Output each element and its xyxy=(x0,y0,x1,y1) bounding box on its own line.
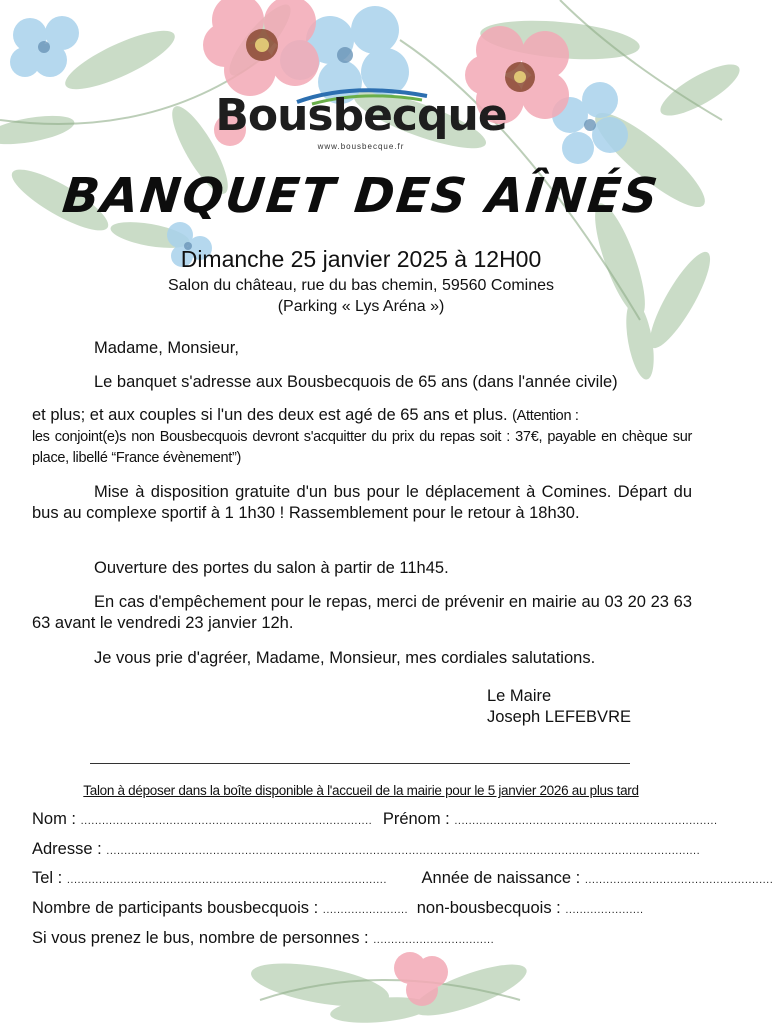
bus-label: Si vous prenez le bus, nombre de personnes : xyxy=(32,929,369,947)
paragraph-doors: Ouverture des portes du salon à partir de 11h45. xyxy=(94,559,449,577)
paragraph-closing: Je vous prie d'agréer, Madame, Monsieur, mes cordiales salutations. xyxy=(94,649,596,667)
adresse-label: Adresse : xyxy=(32,840,102,858)
naissance-field[interactable]: ..................................................... xyxy=(584,874,773,886)
cut-line xyxy=(90,763,630,764)
nom-label: Nom : xyxy=(32,810,77,828)
form-row-name xyxy=(32,810,718,829)
participants-label: Nombre de participants bousbecquois : xyxy=(32,899,319,917)
form-row-bus xyxy=(32,929,494,948)
page-title: BANQUET DES AÎNÉS xyxy=(59,168,663,224)
form-row-tel xyxy=(32,869,773,888)
venue-parking: (Parking « Lys Aréna ») xyxy=(277,298,445,315)
adresse-field[interactable]: ....................................................................................................................................................................... xyxy=(106,845,701,857)
signature-name: Joseph LEFEBVRE xyxy=(487,708,631,726)
event-venue xyxy=(0,275,722,317)
attention-note: les conjoint(e)s non Bousbecquois devront s'acquitter du prix du repas soit : 37€, payable en chèque sur place, libellé “France évènement”) xyxy=(32,429,692,466)
talon-title: Talon à déposer dans la boîte disponible à l'accueil de la mairie pour le 5 janvier 2026 au plus tard xyxy=(83,783,639,798)
paragraph-eligibility xyxy=(32,372,692,469)
form-row-address xyxy=(32,840,700,859)
naissance-label: Année de naissance : xyxy=(421,869,581,887)
eligibility-text: et plus; et aux couples si l'un des deux est agé de 65 ans et plus. xyxy=(32,406,508,424)
salutation: Madame, Monsieur, xyxy=(94,339,239,357)
paragraph-cancel: En cas d'empêchement pour le repas, merci de prévenir en mairie au 03 20 23 63 63 avant le vendredi 23 janvier 12h. xyxy=(32,593,692,632)
eligibility-line-2 xyxy=(32,405,692,427)
event-date: Dimanche 25 janvier 2025 à 12H00 xyxy=(180,246,542,272)
bus-field[interactable]: .................................. xyxy=(373,934,495,946)
paragraph-bus: Mise à disposition gratuite d'un bus pour le déplacement à Comines. Départ du bus au complexe sportif à 1 1h30 ! Rassemblement pour le retour à 18h30. xyxy=(32,483,692,522)
logo xyxy=(0,86,722,156)
signature xyxy=(487,686,631,728)
attention-label: (Attention : xyxy=(512,408,579,424)
prenom-field[interactable]: .......................................................................... xyxy=(454,815,718,827)
tel-label: Tel : xyxy=(32,869,63,887)
logo-text: Bousbecque xyxy=(215,90,507,141)
tel-field[interactable]: .......................................................................................... xyxy=(66,874,387,886)
non-bousbecquois-field[interactable]: ...................... xyxy=(565,904,644,916)
nom-field[interactable]: .................................................................................. xyxy=(80,815,373,827)
eligibility-line-1: Le banquet s'adresse aux Bousbecquois de 65 ans (dans l'année civile) xyxy=(94,373,618,391)
form-row-participants xyxy=(32,899,644,918)
non-bousbecquois-label: non-bousbecquois : xyxy=(416,899,561,917)
signature-role: Le Maire xyxy=(487,687,552,705)
venue-address: Salon du château, rue du bas chemin, 59560 Comines xyxy=(167,277,555,294)
logo-url: www.bousbecque.fr xyxy=(317,142,405,151)
participants-field[interactable]: ........................ xyxy=(322,904,409,916)
prenom-label: Prénom : xyxy=(382,810,450,828)
